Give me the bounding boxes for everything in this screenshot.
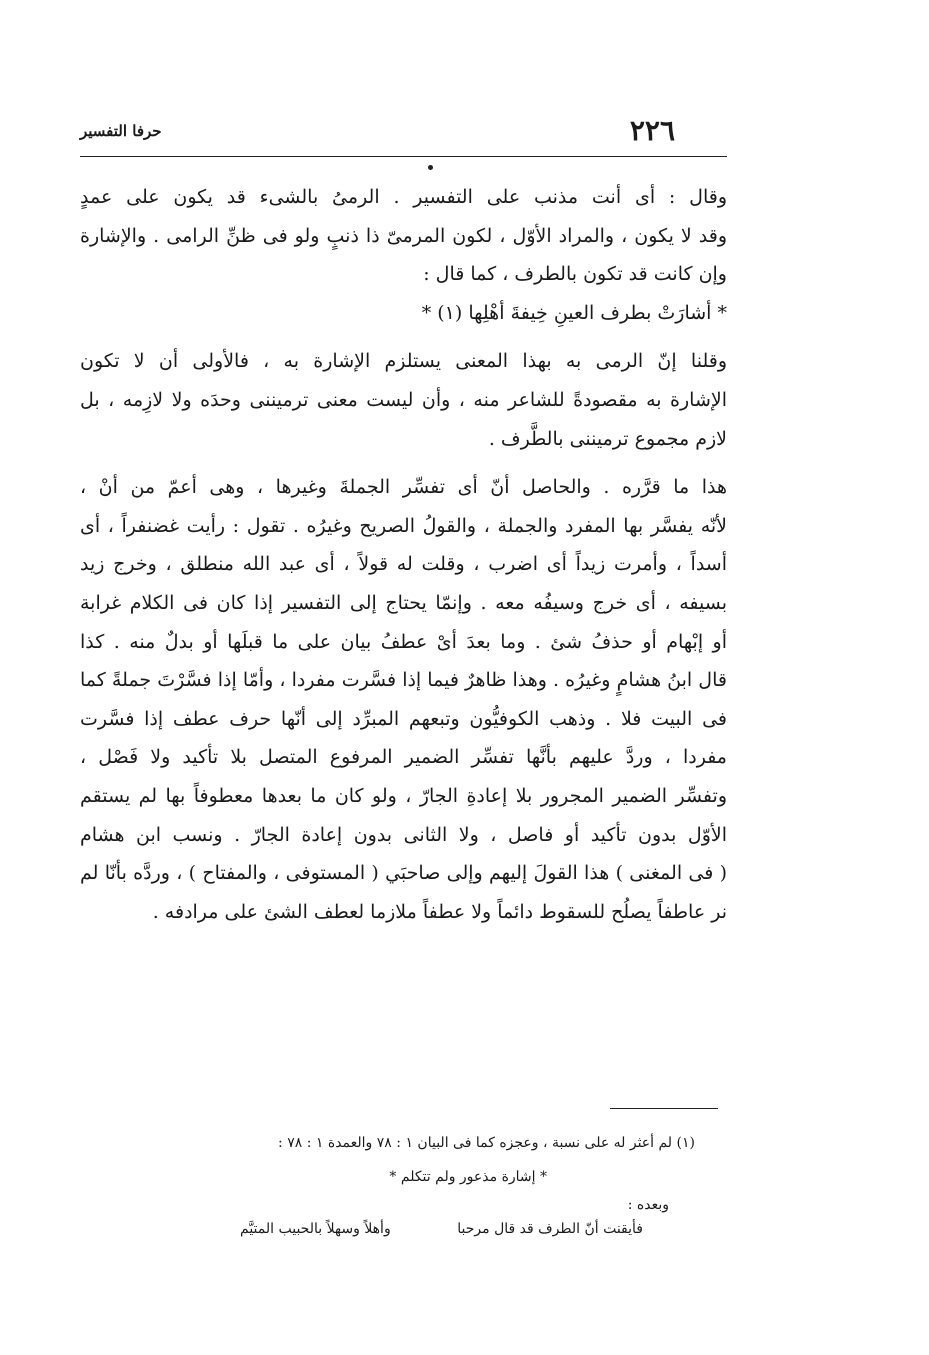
text-line: وقال : أى أنت مذنب على التفسير . الرمىُ بالشىء قد يكون على عمدٍ — [80, 186, 727, 208]
running-title: حرفا التفسير — [80, 122, 162, 140]
footnote-1: (١) لم أعثر له على نسبة ، وعجزه كما فى البيان ١ : ٧٨ والعمدة ١ : ٧٨ : — [278, 1135, 695, 1151]
text-line: الإشارة به مقصودةً للشاعر منه ، وأن ليست معنى ترميننى وحدَه ولا لازِمه ، بل — [80, 388, 727, 411]
text-line: لأنّه يفسَّر بها المفرد والجملة ، والقولُ الصريح وغيرُه . تقول : رأيت غضنفراً ، أى — [80, 514, 727, 537]
text-line: بسيفه ، أى خرج وسيفُه معه . وإنمّا يحتاج إلى التفسير إذا كان فى الكلام غرابة — [80, 591, 727, 614]
verse-line: * أشارَتْ بطرف العينِ خِيفةَ أهْلِها (١) * — [421, 301, 727, 324]
text-line: فى البيت فلا . وذهب الكوفيُّون وتبعهم المبرِّد إلى أنّها حرف عطف إذا فسَّرت — [80, 707, 727, 730]
text-line: وقد لا يكون ، والمراد الأوّل ، لكون المرمىّ ذا ذنبٍ ولو فى ظنِّ الرامى . والإشارة — [80, 224, 727, 247]
text-line: وقلنا إنّ الرمى به بهذا المعنى يستلزم الإشارة به ، فالأولى أن لا تكون — [80, 350, 727, 373]
footnote-verse-second-hemistich: وأهلاً وسهلاً بالحبيب المتيَّم — [240, 1221, 391, 1237]
footnote-verse-half: * إشارة مذعور ولم تتكلم * — [389, 1169, 547, 1185]
page-header — [80, 108, 727, 157]
text-line: قال ابنُ هشامٍ وغيرُه . وهذا ظاهرٌ فيما إذا فسَّرت مفردا ، وأمّا إذا فسَّرْتَ جملةً كما — [80, 669, 727, 692]
text-line: ( فى المغنى ) هذا القولَ إليهم وإلى صاحبَي ( المستوفى ، والمفتاح ) ، وردَّه بأنّا لم — [80, 862, 727, 885]
text-line: لازم مجموع ترميننى بالطَّرف . — [488, 427, 727, 450]
footnote-separator — [610, 1108, 718, 1109]
page-number: ٢٢٦ — [629, 114, 675, 147]
text-line: نر عاطفاً يصلُح للسقوط دائماً ولا عطفاً ملازما لعطف الشئ على مرادفه . — [152, 900, 727, 923]
header-dot-mark — [428, 165, 433, 170]
main-text — [80, 178, 727, 931]
text-line: هذا ما قرَّره . والحاصل أنّ أى تفسِّر الجملةَ وغيرها ، وهى أعمّ من أنْ ، — [80, 476, 727, 499]
footnote-verse — [80, 1216, 727, 1242]
text-line: وإن كانت قد تكون بالطرف ، كما قال : — [423, 263, 727, 286]
footnote-continuation-label: وبعده : — [627, 1197, 669, 1213]
text-line: أسداً ، وأمرت زيداً أى اضرب ، وقلت له قولاً ، أى عبد الله منطلق ، وخرج زيد — [80, 553, 727, 576]
text-line: مفردا ، وردَّ عليهم بأنَّها تفسِّر الضمير المرفوع المتصل بلا تأكيد ولا فَصْل ، — [80, 746, 727, 769]
text-line: أو إبْهام أو حذفُ شئ . وما بعدَ أىْ عطفُ بيان على ما قبلَها أو بدلٌ منه . كذا — [80, 630, 727, 653]
text-line: وتفسِّر الضمير المجرور بلا إعادةِ الجارّ ، ولو كان ما بعدها معطوفاً بها لم يستقم — [80, 784, 727, 807]
text-line: الأوّل بدون تأكيد أو فاصل ، ولا الثانى بدون إعادة الجارّ . ونسب ابن هشام — [80, 823, 727, 846]
footnote-verse-first-hemistich: فأيقنت أنّ الطرف قد قال مرحبا — [457, 1221, 643, 1237]
footnotes — [80, 1126, 727, 1242]
